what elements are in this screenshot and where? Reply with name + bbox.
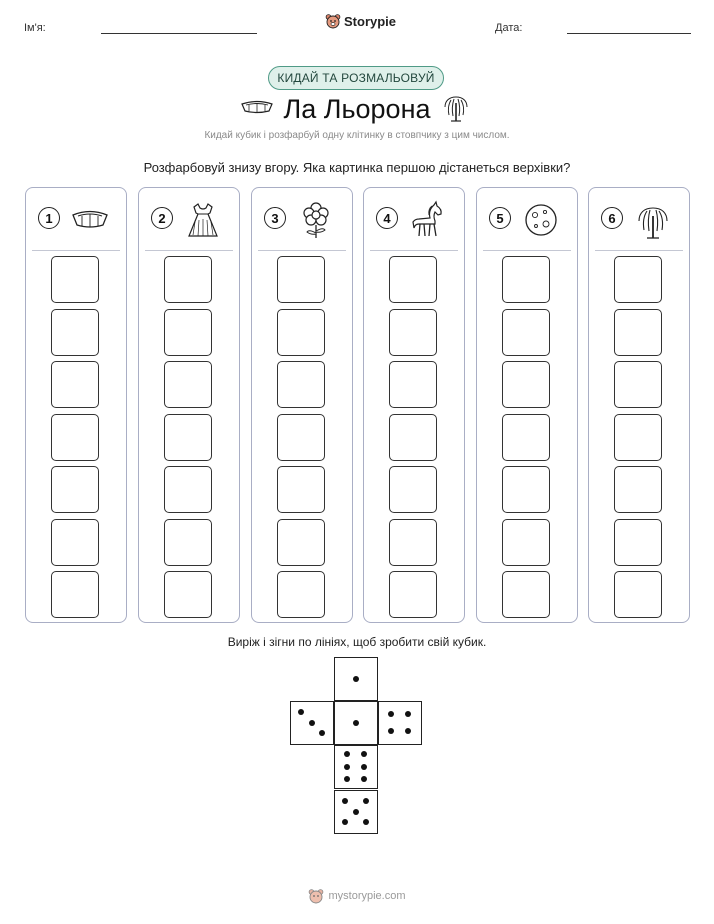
- dice-pip: [309, 720, 315, 726]
- color-cell[interactable]: [502, 466, 550, 513]
- column-number: 4: [376, 207, 398, 229]
- brand-logo: [325, 13, 396, 29]
- color-cell[interactable]: [389, 519, 437, 566]
- cut-instruction: Виріж і зігни по лініях, щоб зробити свій кубик.: [227, 635, 487, 649]
- dress-icon: [183, 200, 223, 240]
- dice-pip: [353, 676, 359, 682]
- column-number: 6: [601, 207, 623, 229]
- color-cell[interactable]: [51, 414, 99, 461]
- column-divider: [370, 250, 458, 251]
- column-3: [251, 187, 353, 623]
- color-cell[interactable]: [51, 361, 99, 408]
- dice-face-top: [334, 657, 378, 701]
- color-cell[interactable]: [389, 309, 437, 356]
- willow-tree-icon: [633, 200, 673, 240]
- column-5: [476, 187, 578, 623]
- color-cell[interactable]: [502, 519, 550, 566]
- dice-face-center: [334, 701, 378, 745]
- color-cell[interactable]: [277, 309, 325, 356]
- dice-pip: [342, 798, 348, 804]
- dice-face-left: [290, 701, 334, 745]
- bear-icon: [308, 888, 324, 904]
- footer-url: mystorypie.com: [328, 890, 406, 902]
- moon-icon: [521, 200, 561, 240]
- dice-pip: [361, 764, 367, 770]
- name-line[interactable]: [101, 33, 257, 34]
- color-cell[interactable]: [389, 361, 437, 408]
- dice-pip: [388, 711, 394, 717]
- color-cell[interactable]: [164, 309, 212, 356]
- column-divider: [32, 250, 120, 251]
- column-number: 5: [489, 207, 511, 229]
- dice-face-right: [378, 701, 422, 745]
- column-header: [26, 188, 126, 250]
- dice-pip: [361, 776, 367, 782]
- dice-pip: [405, 711, 411, 717]
- color-cell[interactable]: [277, 256, 325, 303]
- color-cell[interactable]: [51, 256, 99, 303]
- instruction: Розфарбовуй знизу вгору. Яка картинка першою дістанеться верхівки?: [143, 160, 571, 175]
- color-cell[interactable]: [502, 361, 550, 408]
- footer: [0, 888, 714, 904]
- color-cell[interactable]: [389, 256, 437, 303]
- column-number: 3: [264, 207, 286, 229]
- subtitle: Кидай кубик і розфарбуй одну клітинку в стовпчику з цим числом.: [204, 130, 510, 141]
- activity-badge: КИДАЙ ТА РОЗМАЛЬОВУЙ: [268, 66, 444, 90]
- brand-name: Storypie: [344, 13, 397, 29]
- column-divider: [258, 250, 346, 251]
- column-header: [477, 188, 577, 250]
- dice-pip: [363, 798, 369, 804]
- column-1: [25, 187, 127, 623]
- dice-face-bottom: [334, 790, 378, 834]
- willow-tree-icon: [441, 91, 471, 123]
- color-cell[interactable]: [51, 309, 99, 356]
- color-cell[interactable]: [614, 466, 662, 513]
- dice-pip: [361, 751, 367, 757]
- color-cell[interactable]: [502, 571, 550, 618]
- boat-icon: [70, 200, 110, 240]
- date-label: Дата:: [495, 22, 523, 34]
- horse-icon: [408, 200, 448, 240]
- column-header: [589, 188, 689, 250]
- column-2: [138, 187, 240, 623]
- column-divider: [483, 250, 571, 251]
- color-cell[interactable]: [502, 256, 550, 303]
- color-cell[interactable]: [164, 256, 212, 303]
- color-cell[interactable]: [164, 414, 212, 461]
- dice-pip: [363, 819, 369, 825]
- color-cell[interactable]: [389, 466, 437, 513]
- bear-icon: [325, 13, 341, 29]
- column-divider: [595, 250, 683, 251]
- dice-pip: [344, 764, 350, 770]
- dice-pip: [353, 720, 359, 726]
- column-header: [364, 188, 464, 250]
- dice-pip: [298, 709, 304, 715]
- page-title: Ла Льорона: [283, 94, 431, 124]
- color-cell[interactable]: [277, 571, 325, 618]
- dice-pip: [319, 730, 325, 736]
- color-cell[interactable]: [389, 571, 437, 618]
- dice-pip: [342, 819, 348, 825]
- column-header: [252, 188, 352, 250]
- color-cell[interactable]: [614, 571, 662, 618]
- color-cell[interactable]: [614, 361, 662, 408]
- color-cell[interactable]: [164, 571, 212, 618]
- column-4: [363, 187, 465, 623]
- color-cell[interactable]: [277, 466, 325, 513]
- dice-pip: [405, 728, 411, 734]
- dice-pip: [344, 776, 350, 782]
- dice-pip: [388, 728, 394, 734]
- color-cell[interactable]: [614, 256, 662, 303]
- column-6: [588, 187, 690, 623]
- dice-face-lower: [334, 745, 378, 789]
- dice-pip: [344, 751, 350, 757]
- column-header: [139, 188, 239, 250]
- column-number: 1: [38, 207, 60, 229]
- color-cell[interactable]: [164, 519, 212, 566]
- column-number: 2: [151, 207, 173, 229]
- color-cell[interactable]: [164, 361, 212, 408]
- date-line[interactable]: [567, 33, 691, 34]
- color-cell[interactable]: [277, 414, 325, 461]
- color-cell[interactable]: [614, 414, 662, 461]
- column-divider: [145, 250, 233, 251]
- color-cell[interactable]: [502, 309, 550, 356]
- color-cell[interactable]: [277, 361, 325, 408]
- color-cell[interactable]: [51, 519, 99, 566]
- color-cell[interactable]: [502, 414, 550, 461]
- color-cell[interactable]: [51, 466, 99, 513]
- color-cell[interactable]: [277, 519, 325, 566]
- color-cell[interactable]: [164, 466, 212, 513]
- color-cell[interactable]: [389, 414, 437, 461]
- color-cell[interactable]: [614, 519, 662, 566]
- color-cell[interactable]: [51, 571, 99, 618]
- dice-pip: [353, 809, 359, 815]
- flower-icon: [296, 200, 336, 240]
- name-label: Ім'я:: [24, 22, 46, 34]
- color-cell[interactable]: [614, 309, 662, 356]
